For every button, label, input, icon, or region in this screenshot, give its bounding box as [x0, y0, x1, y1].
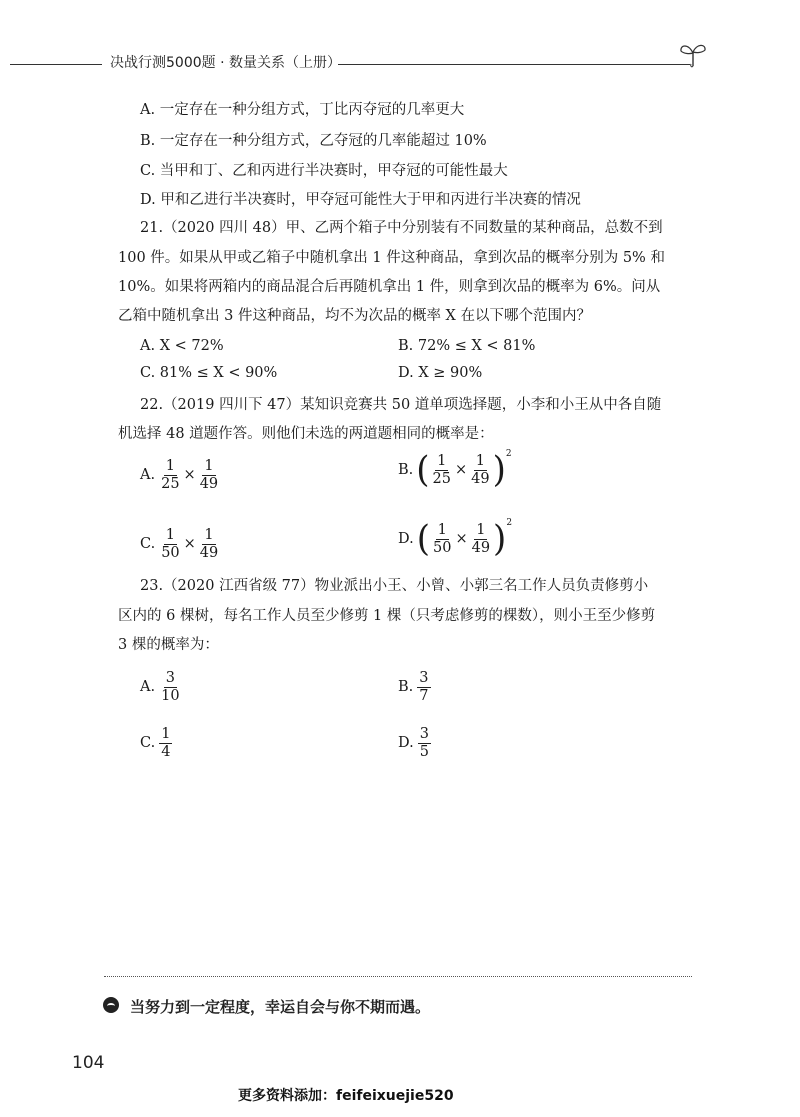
exponent: 2: [505, 449, 512, 459]
leaf-bullet-icon: [103, 997, 119, 1013]
q23-stem-line-1: 23.（2020 江西省级 77）物业派出小王、小曾、小郭三名工作人员负责修剪小: [140, 578, 649, 594]
fraction: $\frac{1}{50}$: [432, 522, 452, 556]
q21-option-d: D. X ≥ 90%: [398, 365, 483, 381]
fraction: $\frac{1}{4}$: [161, 726, 171, 760]
fraction: $\frac{3}{7}$: [419, 670, 429, 704]
times-sign: ×: [183, 536, 196, 553]
q23-option-c: [140, 726, 173, 760]
option-label: D.: [398, 531, 414, 548]
option-label: B.: [398, 679, 414, 696]
q21-option-b: B. 72% ≤ X < 81%: [398, 338, 536, 354]
exponent: 2: [506, 518, 513, 528]
header-rule-left: [10, 64, 102, 65]
fraction: $\frac{1}{49}$: [471, 522, 491, 556]
right-paren: ): [493, 518, 507, 561]
times-sign: ×: [454, 462, 468, 479]
q23-stem-line-3: 3 棵的概率为：: [118, 637, 219, 653]
header-rule-right: [338, 64, 690, 65]
q22-stem-line-2: 机选择 48 道题作答。则他们未选的两道题相同的概率是：: [118, 426, 494, 442]
fraction: $\frac{1}{49}$: [199, 458, 219, 492]
fraction: $\frac{1}{25}$: [432, 453, 451, 487]
times-sign: ×: [455, 531, 468, 548]
q21-stem-line-4: 乙箱中随机拿出 3 件这种商品，均不为次品的概率 X 在以下哪个范围内？: [118, 308, 591, 324]
prev-option-d: D. 甲和乙进行半决赛时，甲夺冠可能性大于甲和丙进行半决赛的情况: [140, 192, 581, 208]
option-label: C.: [140, 735, 156, 752]
footer-dotted-rule: [104, 976, 692, 977]
q22-option-a: [140, 458, 221, 492]
q22-option-c: [140, 527, 221, 561]
times-sign: ×: [183, 467, 196, 484]
q22-option-d: [398, 518, 513, 561]
fraction: $\frac{1}{49}$: [471, 453, 490, 487]
q23-option-b: [398, 670, 432, 704]
page-number: 104: [72, 1053, 105, 1073]
q22-option-b: [398, 449, 512, 492]
sprout-icon: [678, 40, 708, 68]
option-label: B.: [398, 462, 414, 479]
option-label: C.: [140, 536, 156, 553]
prev-option-b: B. 一定存在一种分组方式，乙夺冠的几率能超过 10%: [140, 133, 487, 149]
prev-option-c: C. 当甲和丁、乙和丙进行半决赛时，甲夺冠的可能性最大: [140, 163, 508, 179]
fraction: $\frac{1}{25}$: [161, 458, 180, 492]
footer-watermark-text: 更多资料添加：feifeixuejie520: [238, 1088, 454, 1104]
option-label: A.: [140, 467, 156, 484]
left-paren: (: [416, 449, 430, 492]
option-label: D.: [398, 735, 414, 752]
q21-stem-line-3: 10%。如果将两箱内的商品混合后再随机拿出 1 件，则拿到次品的概率为 6%。问从: [118, 279, 661, 295]
q22-stem-line-1: 22.（2019 四川下 47）某知识竞赛共 50 道单项选择题，小李和小王从中各自随: [140, 397, 662, 413]
q21-stem-line-2: 100 件。如果从甲或乙箱子中随机拿出 1 件这种商品，拿到次品的概率分别为 5% 和: [118, 250, 665, 266]
fraction: $\frac{1}{50}$: [161, 527, 180, 561]
fraction: $\frac{3}{5}$: [419, 726, 429, 760]
motto-text: 当努力到一定程度，幸运自会与你不期而遇。: [130, 998, 431, 1016]
q23-option-d: [398, 726, 432, 760]
q23-stem-line-2: 区内的 6 棵树，每名工作人员至少修剪 1 棵（只考虑修剪的棵数），则小王至少修剪: [118, 608, 656, 624]
option-label: A.: [140, 679, 156, 696]
fraction: $\frac{3}{10}$: [161, 670, 180, 704]
right-paren: ): [492, 449, 506, 492]
q21-option-a: A. X < 72%: [140, 338, 224, 354]
q21-stem-line-1: 21.（2020 四川 48）甲、乙两个箱子中分别装有不同数量的某种商品，总数不到: [140, 220, 663, 236]
left-paren: (: [416, 518, 430, 561]
running-header-title: 决战行测5000题 · 数量关系（上册）: [110, 55, 341, 71]
prev-option-a: A. 一定存在一种分组方式，丁比丙夺冠的几率更大: [140, 102, 465, 118]
q23-option-a: [140, 670, 183, 704]
q21-option-c: C. 81% ≤ X < 90%: [140, 365, 278, 381]
fraction: $\frac{1}{49}$: [199, 527, 219, 561]
